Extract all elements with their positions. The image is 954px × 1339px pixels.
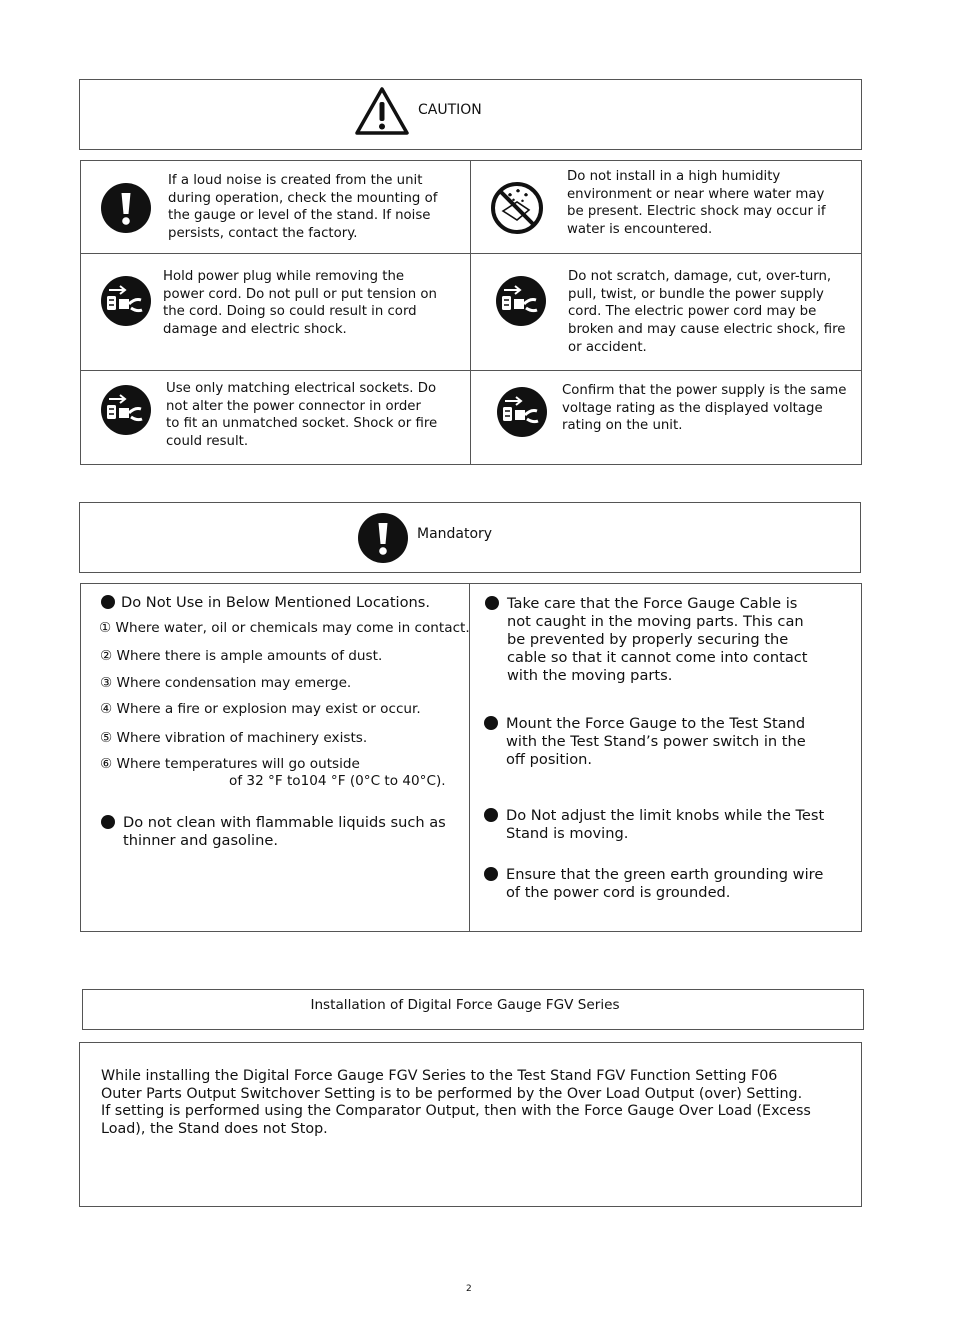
location-item-3: ③ Where condensation may emerge. [100,675,352,691]
unplug-icon [100,384,152,436]
exclamation-icon [357,512,409,564]
location-item-4: ④ Where a fire or explosion may exist or occur. [100,701,421,717]
caution-cell-5-text: Use only matching electrical sockets. Do not alter the power connector in order to fit an unmatched socket. Shock or fire could result. [166,381,438,450]
location-item-5: ⑤ Where vibration of machinery exists. [100,730,368,746]
warning-triangle-icon [354,86,410,136]
bullet-icon [484,716,498,730]
unplug-icon [100,275,152,327]
mandatory-right-item-3: Do Not adjust the limit knobs while the Test Stand is moving. [484,807,504,825]
bullet-icon [101,595,115,609]
caution-cell-3-text: Hold power plug while removing the power cord. Do not pull or put tension on the cord. Doing so could result in cord damage and electric shock. [163,269,437,338]
mandatory-right-item-4: Ensure that the green earth grounding wire of the power cord is grounded. [484,866,504,884]
installation-title: Installation of Digital Force Gauge FGV Series [310,997,620,1013]
location-item-2: ② Where there is ample amounts of dust. [100,648,383,664]
caution-cell-6-text: Confirm that the power supply is the same voltage rating as the displayed voltage rating on the unit. [562,383,847,434]
unplug-icon [496,386,548,438]
unplug-icon [495,275,547,327]
mandatory-right-item-2: Mount the Force Gauge to the Test Stand with the Test Stand’s power switch in the off position. [484,715,504,733]
page-number: 2 [466,1284,472,1294]
locations-heading: Do Not Use in Below Mentioned Locations. [101,594,430,612]
caution-grid-hdivider-1 [80,253,862,254]
clean-warning: Do not clean with flammable liquids such as thinner and gasoline. [101,814,121,832]
mandatory-title: Mandatory [417,526,493,542]
location-item-6: ⑥ Where temperatures will go outside [100,756,360,772]
caution-cell-1-text: If a loud noise is created from the unit during operation, check the mounting of the gauge or level of the stand. If noise persists, contact the factory. [168,173,438,242]
exclamation-icon [100,182,152,234]
no-water-icon [490,181,544,235]
bullet-icon [101,815,115,829]
installation-body: While installing the Digital Force Gauge FGV Series to the Test Stand FGV Function Setting F06 Outer Parts Output Switchover Setting is to be performed by the Over Load Output (over) Setting. If setting is performed using the Comparator Output, then with the Force Gauge Over Load (Excess Load), the Stand does not Stop. [101,1068,811,1137]
caution-title: CAUTION [418,102,482,118]
caution-grid-vdivider [470,160,471,465]
caution-cell-2-text: Do not install in a high humidity environment or near where water may be present. Electric shock may occur if water is encountered. [567,169,826,238]
caution-grid-hdivider-2 [80,370,862,371]
location-item-6-continued: of 32 °F to104 °F (0°C to 40°C). [229,773,446,789]
caution-cell-4-text: Do not scratch, damage, cut, over-turn, pull, twist, or bundle the power supply cord. The electric power cord may be broken and may cause electric shock, fire or accident. [568,269,846,355]
bullet-icon [484,808,498,822]
bullet-icon [485,596,499,610]
mandatory-right-item-1: Take care that the Force Gauge Cable is not caught in the moving parts. This can be prevented by properly securing the cable so that it cannot come into contact with the moving parts. [485,595,505,613]
bullet-icon [484,867,498,881]
location-item-1: ① Where water, oil or chemicals may come in contact. [99,620,470,636]
